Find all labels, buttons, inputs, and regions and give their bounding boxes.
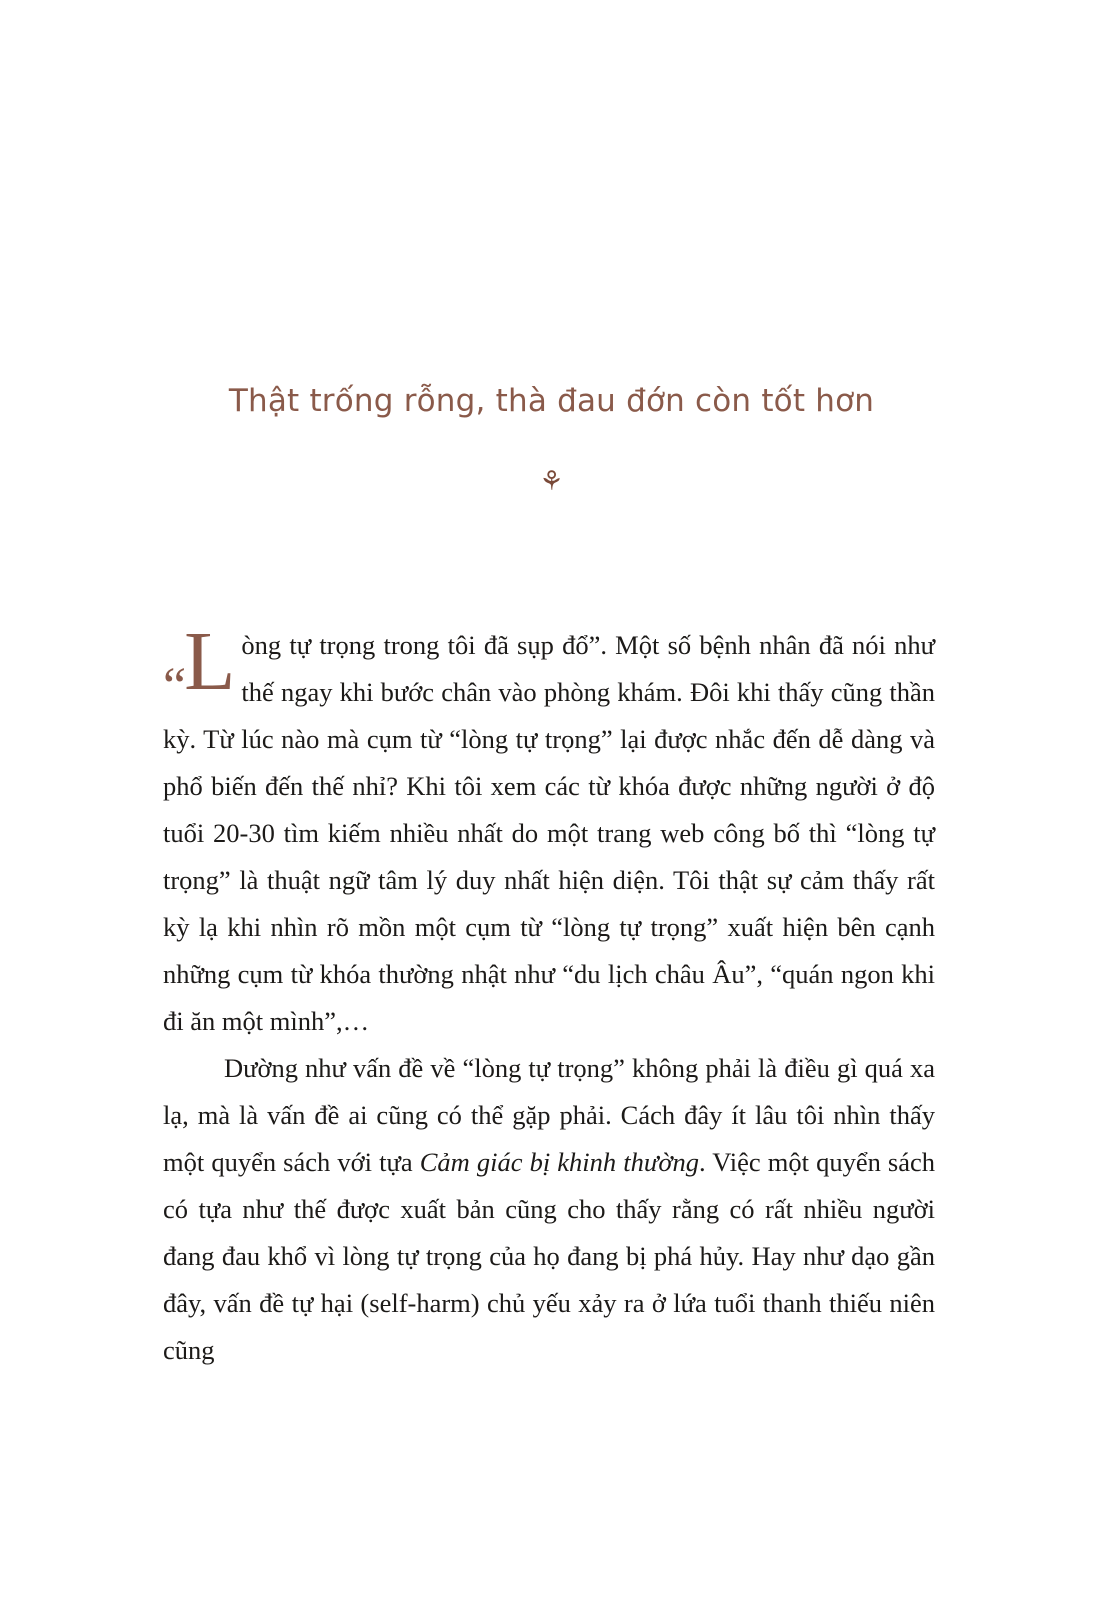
paragraph-first	[163, 615, 935, 1045]
body-text	[163, 615, 936, 1374]
drop-cap	[163, 615, 241, 715]
book-title-italic: Cảm giác bị khinh thường	[419, 1147, 699, 1177]
drop-cap-letter: L	[184, 615, 236, 708]
open-quote-mark: “	[163, 658, 187, 715]
paragraph-first-text: òng tự trọng trong tôi đã sụp đổ”. Một số bệnh nhân đã nói như thế ngay khi bước chân vào phòng khám. Đôi khi thấy cũng thần kỳ. Từ lúc nào mà cụm từ “lòng tự trọng” lại được nhắc đến dễ dàng và phổ biến đến thế nhỉ? Khi tôi xem các từ khóa được những người ở độ tuổi 20-30 tìm kiếm nhiều nhất do một trang web công bố thì “lòng tự trọng” là thuật ngữ tâm lý duy nhất hiện diện. Tôi thật sự cảm thấy rất kỳ lạ khi nhìn rõ mồn một cụm từ “lòng tự trọng” xuất hiện bên cạnh những cụm từ khóa thường nhật như “du lịch châu Âu”, “quán ngon khi đi ăn một mình”,…	[163, 630, 935, 1036]
paragraph-second-part-2: . Việc một quyển sách có tựa như thế được xuất bản cũng cho thấy rằng có rất nhiều người đang đau khổ vì lòng tự trọng của họ đang bị phá hủy. Hay như dạo gần đây, vấn đề tự hại (self-harm) chủ yếu xảy ra ở lứa tuổi thanh thiếu niên cũng	[163, 1147, 936, 1365]
floral-ornament-icon: ⚘	[539, 466, 564, 497]
page-title: Thật trống rỗng, thà đau đớn còn tốt hơn	[228, 382, 875, 419]
paragraph-second-part-1: Dường như vấn đề về “lòng tự trọng” không phải là điều gì quá xa lạ, mà là vấn đề ai cũng có thể gặp phải. Cách đây ít lâu tôi nhìn thấy một quyển sách với tựa	[163, 1053, 935, 1177]
paragraph-second	[163, 1045, 935, 1374]
